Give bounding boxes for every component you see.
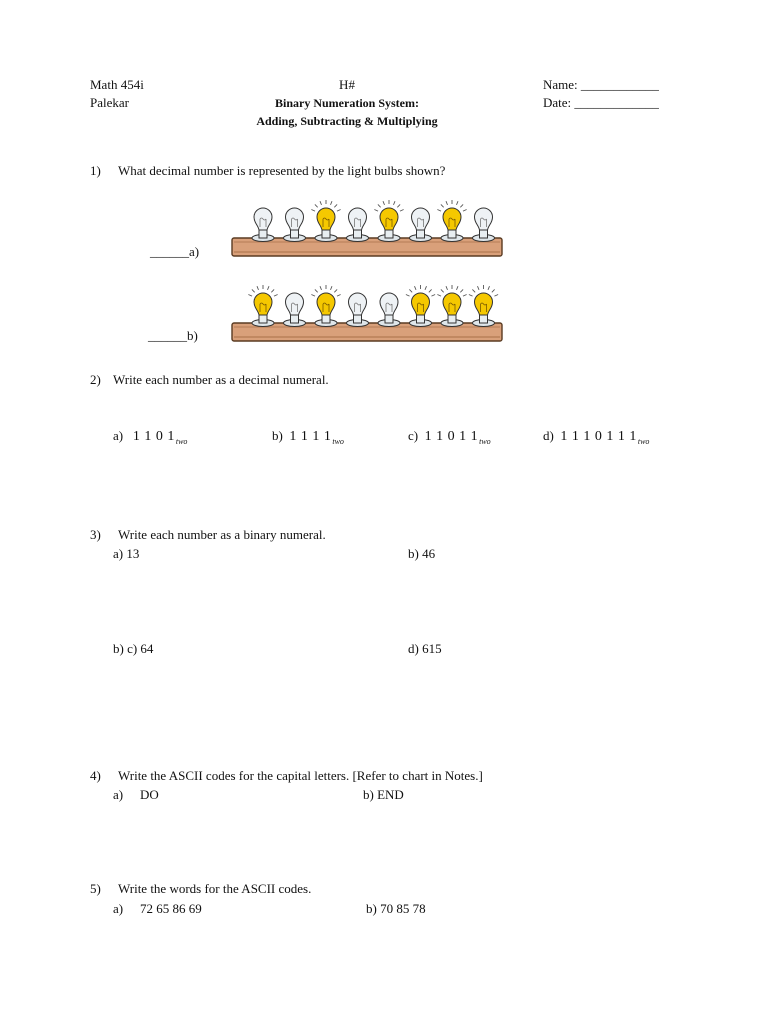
q1-answer-b: ______b) bbox=[148, 328, 198, 343]
homework-number: H# bbox=[339, 77, 355, 92]
q2-item-value: 1 1 1 0 1 1 1 bbox=[560, 429, 637, 444]
page-title: Binary Numeration System: bbox=[275, 96, 419, 110]
q1-text: What decimal number is represented by the light bulbs shown? bbox=[118, 163, 446, 178]
q3-item-c: b) c) 64 bbox=[113, 641, 154, 656]
bulb-off-icon bbox=[284, 293, 306, 327]
bulb-on-icon bbox=[311, 285, 340, 327]
light-bulb-board-b bbox=[232, 290, 502, 348]
q3-item-b: b) 46 bbox=[408, 546, 436, 561]
date-field[interactable]: Date: _____________ bbox=[543, 95, 659, 110]
bulb-on-icon bbox=[374, 200, 403, 242]
bulb-on-icon bbox=[437, 285, 466, 327]
q2-item-label: a) bbox=[113, 428, 124, 443]
bulb-off-icon bbox=[410, 208, 432, 242]
bulb-off-icon bbox=[347, 293, 369, 327]
q3-item-d: d) 615 bbox=[408, 641, 442, 656]
q4-text: Write the ASCII codes for the capital letters. [Refer to chart in Notes.] bbox=[118, 768, 483, 783]
q3-item-a: a) 13 bbox=[113, 546, 140, 561]
wooden-board bbox=[232, 323, 502, 341]
q2-item-d bbox=[543, 428, 649, 446]
q2-item-label: c) bbox=[408, 428, 419, 443]
bulb-on-icon bbox=[248, 285, 277, 327]
q5-number: 5) bbox=[90, 881, 101, 896]
bulb-off-icon bbox=[347, 208, 369, 242]
q1-answer-a: ______a) bbox=[150, 244, 200, 259]
q5-item-a-label: a) bbox=[113, 901, 124, 916]
q4-item-a-label: a) bbox=[113, 787, 124, 802]
q2-item-b bbox=[272, 428, 344, 446]
bulb-on-icon bbox=[406, 285, 435, 327]
q2-item-value: 1 1 0 1 1 bbox=[424, 429, 479, 444]
q4-item-b: b) END bbox=[363, 787, 404, 802]
bulb-on-icon bbox=[437, 200, 466, 242]
q2-item-a bbox=[113, 428, 187, 446]
name-field[interactable]: Name: ____________ bbox=[543, 77, 659, 92]
q5-item-b: b) 70 85 78 bbox=[366, 901, 426, 916]
q2-item-label: b) bbox=[272, 428, 283, 443]
q3-number: 3) bbox=[90, 527, 101, 542]
bulb-on-icon bbox=[469, 285, 498, 327]
q2-item-base: two bbox=[637, 437, 650, 446]
q2-text: Write each number as a decimal numeral. bbox=[113, 372, 329, 387]
bulb-on-icon bbox=[311, 200, 340, 242]
q2-item-base: two bbox=[175, 437, 188, 446]
bulb-off-icon bbox=[473, 208, 495, 242]
q2-item-value: 1 1 1 1 bbox=[289, 429, 332, 444]
q5-item-a-value: 72 65 86 69 bbox=[140, 901, 202, 916]
q4-item-a-value: DO bbox=[140, 787, 159, 802]
q2-item-c bbox=[408, 428, 491, 446]
q2-item-label: d) bbox=[543, 428, 554, 443]
wooden-board bbox=[232, 238, 502, 256]
bulb-off-icon bbox=[252, 208, 274, 242]
light-bulb-board-a bbox=[232, 205, 502, 263]
instructor-name: Palekar bbox=[90, 95, 129, 110]
bulb-off-icon bbox=[284, 208, 306, 242]
q3-text: Write each number as a binary numeral. bbox=[118, 527, 326, 542]
course-name: Math 454i bbox=[90, 77, 144, 92]
q2-item-base: two bbox=[332, 437, 344, 446]
q2-item-value: 1 1 0 1 bbox=[132, 429, 175, 444]
page-subtitle: Adding, Subtracting & Multiplying bbox=[256, 114, 438, 128]
q4-number: 4) bbox=[90, 768, 101, 783]
q2-number: 2) bbox=[90, 372, 101, 387]
q1-number: 1) bbox=[90, 163, 101, 178]
q5-text: Write the words for the ASCII codes. bbox=[118, 881, 312, 896]
q2-item-base: two bbox=[479, 437, 491, 446]
bulb-off-icon bbox=[378, 293, 400, 327]
